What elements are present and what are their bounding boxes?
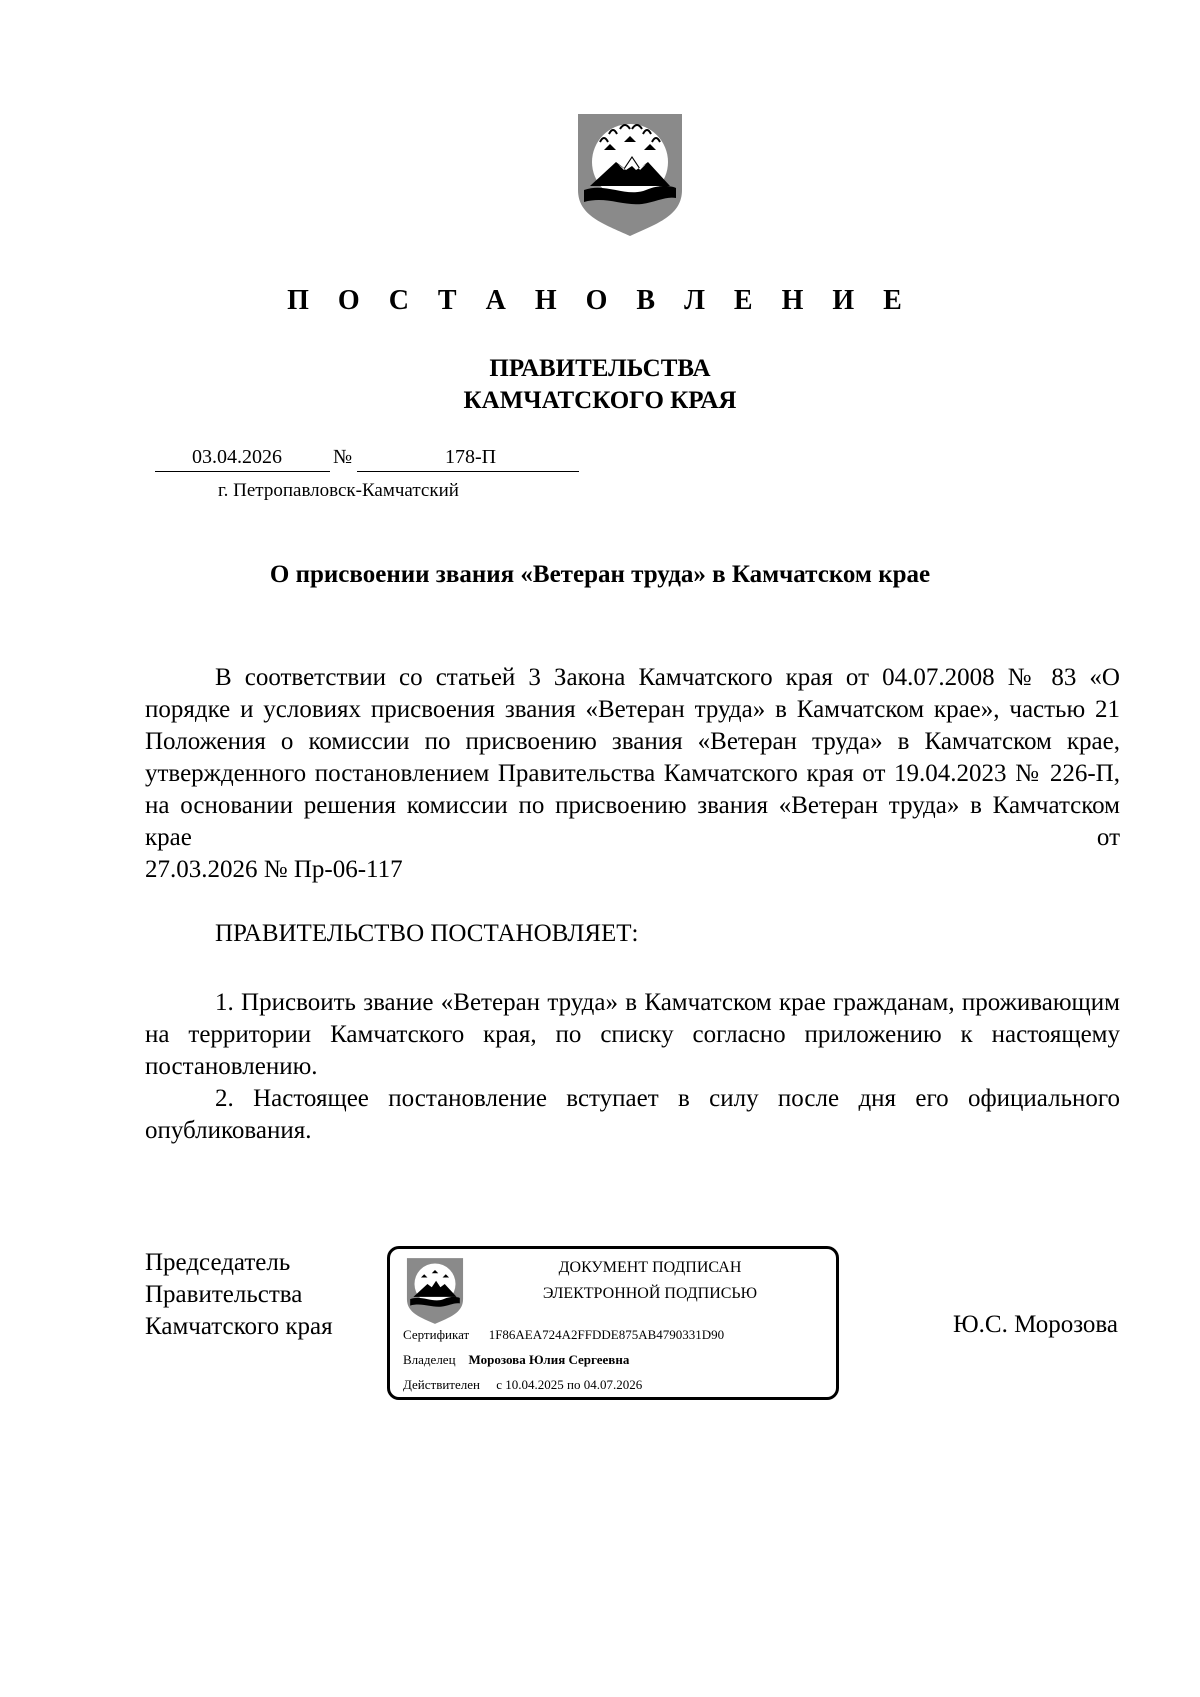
decree-heading: ПРАВИТЕЛЬСТВО ПОСТАНОВЛЯЕТ: [215,920,639,947]
stamp-heading [480,1255,820,1307]
stamp-owner-label: Владелец [403,1352,456,1367]
date-underline [155,471,330,472]
coat-of-arms-emblem-icon [576,112,684,238]
item-1: 1. Присвоить звание «Ветеран труда» в Камчатском крае гражданам, проживающим на территории Камчатского края, по списку согласно приложению к настоящему постановлению. [145,989,1120,1080]
stamp-valid-from-prefix: с [496,1377,502,1392]
issuing-body-line1: ПРАВИТЕЛЬСТВА [489,355,711,382]
stamp-validity-row [403,1377,642,1393]
document-type-title: П О С Т А Н О В Л Е Н И Е [287,285,913,316]
document-date: 03.04.2026 [192,446,282,468]
stamp-valid-from: 10.04.2025 [505,1377,564,1392]
preamble-tail: 27.03.2026 № Пр-06-117 [145,856,403,883]
signer-position-line1: Председатель [145,1249,291,1276]
items-block [145,987,1120,1147]
number-sign: № [333,446,353,468]
stamp-valid-to: 04.07.2026 [583,1377,643,1392]
document-number: 178-П [445,446,497,468]
number-underline [357,471,579,472]
electronic-signature-stamp [387,1246,839,1400]
issuing-body [0,353,1200,417]
stamp-valid-label: Действителен [403,1377,480,1392]
item-2: 2. Настоящее постановление вступает в силу после дня его официального опубликования. [145,1085,1120,1144]
preamble-paragraph: В соответствии со статьей 3 Закона Камчатского края от 04.07.2008 № 83 «О порядке и условиях присвоения звания «Ветеран труда» в Камчатском крае», частью 21 Положения о комиссии по присвоению звания «Ветеран труда» в Камчатском крае, утвержденного постановлением Правительства Камчатского края от 19.04.2023 № 226-П, на основании решения комиссии по присвоению звания «Ветеран труда» в Камчатском крае от [145,664,1120,851]
preamble-block [145,662,1120,886]
stamp-certificate-row [403,1327,724,1343]
stamp-heading-line1: ДОКУМЕНТ ПОДПИСАН [558,1259,742,1276]
stamp-valid-to-prefix: по [567,1377,581,1392]
stamp-cert-value: 1F86AEA724A2FFDDE875AB4790331D90 [488,1327,725,1342]
signer-position-line3: Камчатского края [145,1313,333,1340]
stamp-heading-line2: ЭЛЕКТРОННОЙ ПОДПИСЬЮ [542,1285,758,1302]
stamp-cert-label: Сертификат [403,1327,470,1342]
signer-position [145,1247,333,1343]
signer-position-line2: Правительства [145,1281,303,1308]
document-subject: О присвоении звания «Ветеран труда» в Камчатском крае [269,561,931,588]
signer-name: Ю.С. Морозова [952,1311,1118,1338]
city-line: г. Петропавловск-Камчатский [218,480,459,501]
issuing-body-line2: КАМЧАТСКОГО КРАЯ [463,387,737,414]
stamp-owner-value: Морозова Юлия Сергеевна [468,1352,630,1367]
stamp-owner-row [403,1352,629,1368]
stamp-emblem-icon [404,1257,466,1325]
